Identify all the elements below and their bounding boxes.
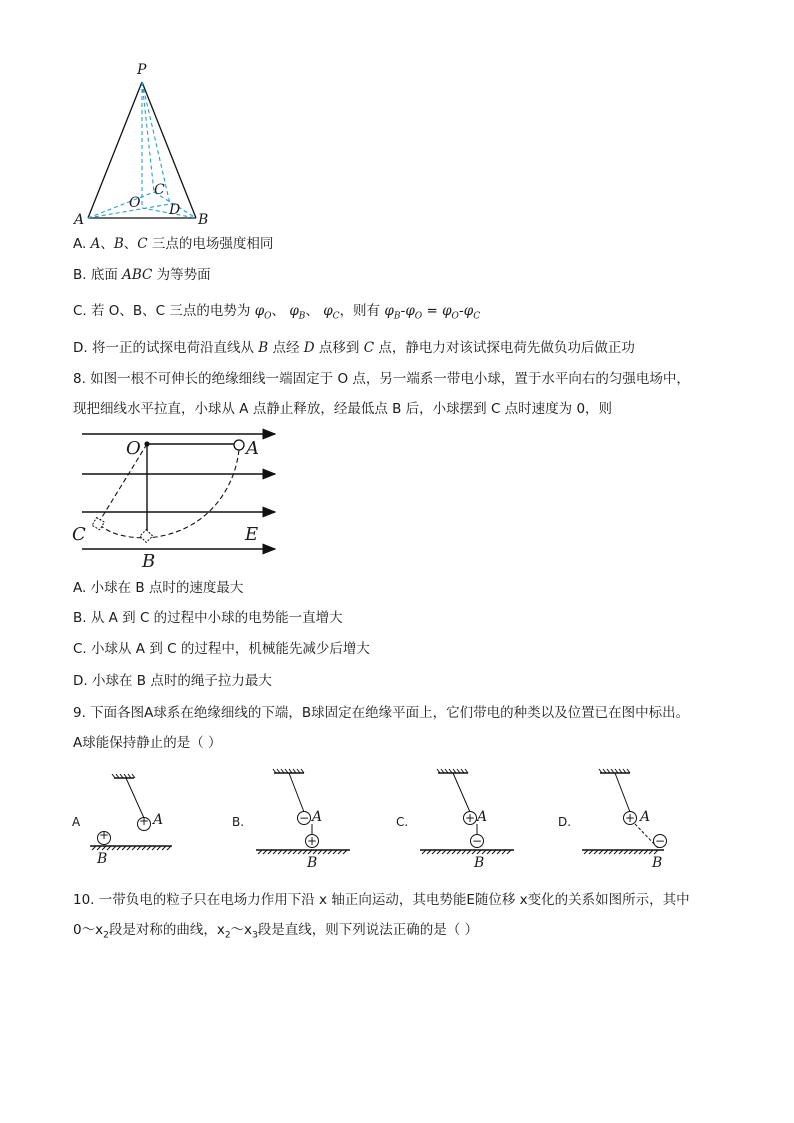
q8-stem-line1: 8. 如图一根不可伸长的绝缘细线一端固定于 O 点，另一端系一带电小球，置于水平向右的匀强电场中， [73, 371, 690, 387]
q9-d-label-B: B [652, 855, 663, 871]
q9-d-charge-B: − [654, 834, 666, 848]
q9-d-label-A: A [640, 809, 651, 825]
label-B: B [198, 212, 209, 228]
q9-option-d-letter: D. [558, 815, 572, 829]
q8-option-a: A. 小球在 B 点时的速度最大 [73, 580, 244, 596]
q8-option-c: C. 小球从 A 到 C 的过程中，机械能先减少后增大 [73, 641, 370, 657]
q9-option-a-letter: A [72, 815, 81, 829]
q8-option-d: D. 小球在 B 点时的绳子拉力最大 [73, 673, 272, 689]
label-C: C [154, 182, 165, 198]
q9-b-label-B: B [307, 855, 318, 871]
q9-a-label-A: A [153, 812, 164, 828]
fig8-label-C: C [72, 524, 86, 545]
q9-c-label-B: B [474, 855, 485, 871]
q9-a-charge-A: + [138, 814, 150, 828]
q9-d-charge-A: + [624, 811, 636, 825]
q9-c-label-A: A [477, 809, 488, 825]
fig8-label-E: E [245, 524, 259, 545]
q9-b-charge-A: − [298, 811, 310, 825]
q9-a-charge-B: + [98, 828, 110, 842]
q9-c-charge-A: + [464, 811, 476, 825]
q8-stem-line2: 现把细线水平拉直，小球从 A 点静止释放，经最低点 B 后，小球摆到 C 点时速度为 0，则 [73, 401, 613, 417]
q10-stem-line1: 10. 一带负电的粒子只在电场力作用下沿 x 轴正向运动，其电势能E随位移 x变化的关系如图所示，其中 [73, 892, 690, 908]
label-O: O [129, 195, 141, 211]
q9-b-charge-B: + [306, 834, 318, 848]
q7-option-b: B. 底面 ABC 为等势面 [73, 267, 211, 283]
label-A: A [74, 212, 85, 228]
q7-option-a: A. A、B、C 三点的电场强度相同 [73, 236, 274, 252]
label-D: D [169, 202, 181, 218]
q8-option-b: B. 从 A 到 C 的过程中小球的电势能一直增大 [73, 610, 343, 626]
q9-b-label-A: A [312, 809, 323, 825]
q9-option-c-letter: C. [396, 815, 409, 829]
q9-c-charge-B: − [471, 834, 483, 848]
q7-option-d: D. 将一正的试探电荷沿直线从 B 点经 D 点移到 C 点，静电力对该试探电荷先做负功后做正功 [73, 340, 635, 356]
q9-stem-line2: A球能保持静止的是（ ） [73, 735, 222, 751]
q9-option-b-letter: B. [232, 815, 245, 829]
q9-option-a-figure [88, 770, 178, 860]
label-P: P [137, 62, 147, 78]
q9-a-label-B: B [97, 851, 108, 867]
fig8-label-B: B [142, 551, 156, 572]
q10-stem-line2: $0\sim x_2$段是对称的曲线，$x_2\sim x_3$段是直线，则下列说法正确的是（ ） [73, 922, 479, 941]
fig8-label-O: O [126, 438, 141, 459]
q7-option-c: C. 若 O、B、C 三点的电势为 $\varphi_O$、 $\varphi_B$、 $\varphi_C$，则有 $\varphi_B-\varphi_O = \varphi_O-\varphi_C$ [73, 303, 481, 322]
fig8-label-A: A [246, 438, 259, 459]
q9-stem-line1: 9. 下面各图A球系在绝缘细线的下端，B球固定在绝缘平面上，它们带电的种类以及位置已在图中标出。 [73, 705, 690, 721]
tetrahedron-figure [70, 58, 220, 230]
